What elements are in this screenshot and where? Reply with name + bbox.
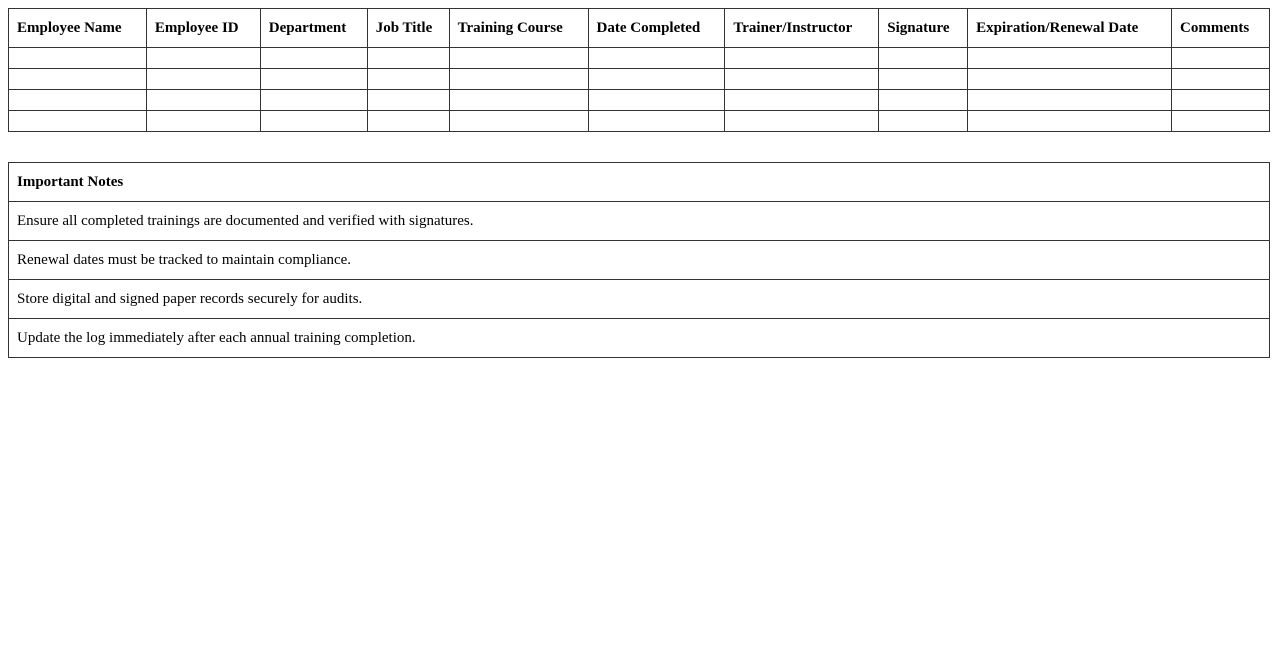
table-cell[interactable]	[968, 90, 1172, 111]
table-cell[interactable]	[367, 69, 449, 90]
table-cell[interactable]	[9, 69, 147, 90]
table-cell[interactable]	[1172, 90, 1270, 111]
section-spacer	[8, 132, 1270, 162]
table-cell[interactable]	[1172, 48, 1270, 69]
table-cell[interactable]	[449, 111, 588, 132]
table-cell[interactable]	[1172, 69, 1270, 90]
table-cell[interactable]	[260, 90, 367, 111]
column-header-job-title: Job Title	[367, 9, 449, 48]
table-cell[interactable]	[9, 111, 147, 132]
table-cell[interactable]	[588, 69, 725, 90]
table-cell[interactable]	[725, 48, 879, 69]
table-row	[9, 69, 1270, 90]
note-row	[9, 319, 1270, 358]
training-log-table	[8, 8, 1270, 132]
table-cell[interactable]	[449, 69, 588, 90]
table-cell[interactable]	[449, 90, 588, 111]
table-cell[interactable]	[9, 90, 147, 111]
table-cell[interactable]	[725, 90, 879, 111]
table-cell[interactable]	[879, 69, 968, 90]
note-item: Ensure all completed trainings are documented and verified with signatures.	[9, 202, 1270, 241]
note-row	[9, 241, 1270, 280]
table-cell[interactable]	[367, 90, 449, 111]
important-notes-table	[8, 162, 1270, 358]
table-cell[interactable]	[146, 111, 260, 132]
column-header-comments: Comments	[1172, 9, 1270, 48]
column-header-employee-name: Employee Name	[9, 9, 147, 48]
column-header-employee-id: Employee ID	[146, 9, 260, 48]
table-cell[interactable]	[260, 69, 367, 90]
note-row	[9, 280, 1270, 319]
column-header-signature: Signature	[879, 9, 968, 48]
table-cell[interactable]	[968, 48, 1172, 69]
table-cell[interactable]	[367, 111, 449, 132]
table-cell[interactable]	[588, 90, 725, 111]
table-cell[interactable]	[146, 69, 260, 90]
table-cell[interactable]	[146, 48, 260, 69]
table-cell[interactable]	[1172, 111, 1270, 132]
table-cell[interactable]	[260, 48, 367, 69]
table-cell[interactable]	[968, 69, 1172, 90]
table-cell[interactable]	[146, 90, 260, 111]
table-header-row	[9, 9, 1270, 48]
column-header-trainer-instructor: Trainer/Instructor	[725, 9, 879, 48]
table-cell[interactable]	[367, 48, 449, 69]
table-cell[interactable]	[725, 111, 879, 132]
table-cell[interactable]	[588, 111, 725, 132]
column-header-department: Department	[260, 9, 367, 48]
note-item: Update the log immediately after each annual training completion.	[9, 319, 1270, 358]
table-cell[interactable]	[9, 48, 147, 69]
column-header-expiration-renewal-date: Expiration/Renewal Date	[968, 9, 1172, 48]
table-row	[9, 90, 1270, 111]
table-row	[9, 48, 1270, 69]
note-row	[9, 202, 1270, 241]
table-cell[interactable]	[879, 48, 968, 69]
note-item: Store digital and signed paper records securely for audits.	[9, 280, 1270, 319]
table-cell[interactable]	[879, 111, 968, 132]
training-log-body	[9, 48, 1270, 132]
table-cell[interactable]	[260, 111, 367, 132]
column-header-training-course: Training Course	[449, 9, 588, 48]
column-header-date-completed: Date Completed	[588, 9, 725, 48]
table-cell[interactable]	[968, 111, 1172, 132]
table-row	[9, 111, 1270, 132]
notes-heading-row	[9, 163, 1270, 202]
table-cell[interactable]	[588, 48, 725, 69]
table-cell[interactable]	[449, 48, 588, 69]
note-item: Renewal dates must be tracked to maintain compliance.	[9, 241, 1270, 280]
table-cell[interactable]	[725, 69, 879, 90]
notes-heading: Important Notes	[9, 163, 1270, 202]
table-cell[interactable]	[879, 90, 968, 111]
